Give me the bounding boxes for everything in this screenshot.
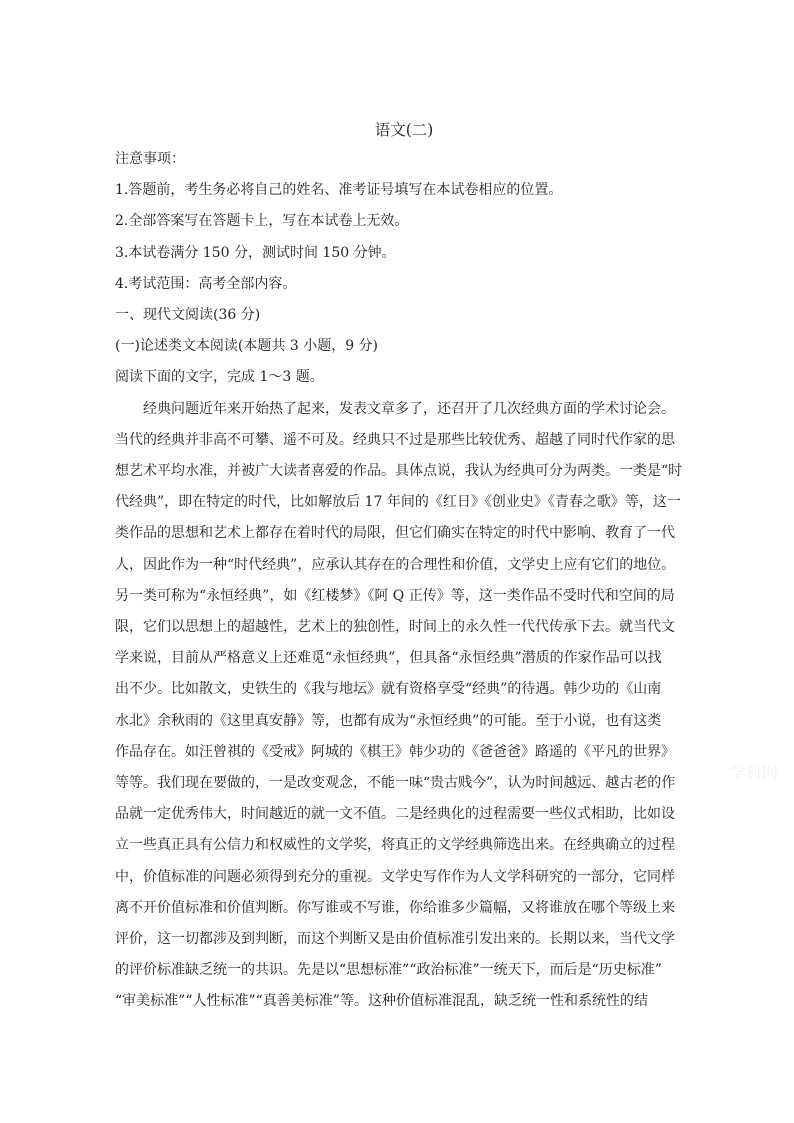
passage-line-17: 离不开价值标准和价值判断。你写谁或不写谁，你给谁多少篇幅，又将谁放在哪个等级上来 bbox=[115, 899, 675, 916]
section-heading: 一、现代文阅读(36 分) bbox=[115, 307, 261, 324]
passage-line-9: 学来说，目前从严格意义上还难觅“永恒经典”，但具备“永恒经典”潜质的作家作品可以找 bbox=[115, 650, 662, 667]
passage-line-1: 经典问题近年来开始热了起来，发表文章多了，还召开了几次经典方面的学术讨论会。 bbox=[143, 400, 675, 417]
exam-page bbox=[115, 118, 683, 1018]
notice-heading: 注意事项： bbox=[115, 151, 185, 167]
passage-line-19: 的评价标准缺乏统一的共识。先是以“思想标准”“政治标准”一统天下，而后是“历史标准” bbox=[115, 962, 662, 979]
passage-line-20: “审美标准”“人性标准”“真善美标准”等。这种价值标准混乱，缺乏统一性和系统性的结 bbox=[115, 993, 648, 1010]
notice-item-1: 1.答题前，考生务必将自己的姓名、准考证号填写在本试卷相应的位置。 bbox=[115, 182, 563, 199]
passage-line-16: 中，价值标准的问题必须得到充分的重视。文学史写作作为人文学科研究的一部分，它同样 bbox=[115, 868, 675, 885]
passage-line-2: 当代的经典并非高不可攀、遥不可及。经典只不过是那些比较优秀、超越了同时代作家的思 bbox=[115, 431, 675, 448]
exam-title: 语文(二) bbox=[374, 121, 434, 139]
watermark: 学科网 bbox=[730, 763, 779, 782]
passage-line-10: 出不少。比如散文，史铁生的《我与地坛》就有资格享受“经典”的待遇。韩少功的《山南 bbox=[115, 681, 662, 698]
notice-item-3: 3.本试卷满分 150 分，测试时间 150 分钟。 bbox=[115, 244, 396, 261]
notice-item-4: 4.考试范围：高考全部内容。 bbox=[115, 275, 297, 292]
passage-line-15: 立一些真正具有公信力和权威性的文学奖，将真正的文学经典筛选出来。在经典确立的过程 bbox=[115, 837, 675, 854]
reading-instruction: 阅读下面的文字，完成 1～3 题。 bbox=[115, 369, 324, 386]
passage-line-13: 等等。我们现在要做的，一是改变观念，不能一味“贵古贱今”，认为时间越远、越古老的作 bbox=[115, 775, 676, 792]
subsection-heading: (一)论述类文本阅读(本题共 3 小题，9 分) bbox=[115, 338, 379, 355]
notice-item-2: 2.全部答案写在答题卡上，写在本试卷上无效。 bbox=[115, 213, 409, 230]
passage-line-4: 代经典”，即在特定的时代，比如解放后 17 年间的《红日》《创业史》《青春之歌》等，这一 bbox=[115, 494, 681, 511]
passage-line-7: 另一类可称为“永恒经典”，如《红楼梦》《阿 Q 正传》等，这一类作品不受时代和空间的局 bbox=[115, 587, 675, 604]
passage-line-6: 人，因此作为一种“时代经典”，应承认其存在的合理性和价值，文学史上应有它们的地位。 bbox=[115, 556, 676, 573]
passage-line-8: 限，它们以思想上的超越性，艺术上的独创性，时间上的永久性一代代传承下去。就当代文 bbox=[115, 619, 675, 636]
passage-line-11: 水北》余秋雨的《这里真安静》等，也都有成为“永恒经典”的可能。至于小说，也有这类 bbox=[115, 712, 662, 729]
passage-line-12: 作品存在。如汪曾祺的《受戒》阿城的《棋王》韩少功的《爸爸爸》路遥的《平凡的世界》 bbox=[115, 743, 675, 760]
passage-line-14: 品就一定优秀伟大，时间越近的就一文不值。二是经典化的过程需要一些仪式相助，比如设 bbox=[115, 806, 675, 823]
passage bbox=[115, 394, 683, 1018]
passage-line-18: 评价，这一切都涉及到判断，而这个判断又是由价值标准引发出来的。长期以来，当代文学 bbox=[115, 931, 675, 948]
passage-line-5: 类作品的思想和艺术上都存在着时代的局限，但它们确实在特定的时代中影响、教育了一代 bbox=[115, 525, 675, 542]
passage-line-3: 想艺术平均水准，并被广大读者喜爱的作品。具体点说，我认为经典可分为两类。一类是“时 bbox=[115, 463, 683, 480]
